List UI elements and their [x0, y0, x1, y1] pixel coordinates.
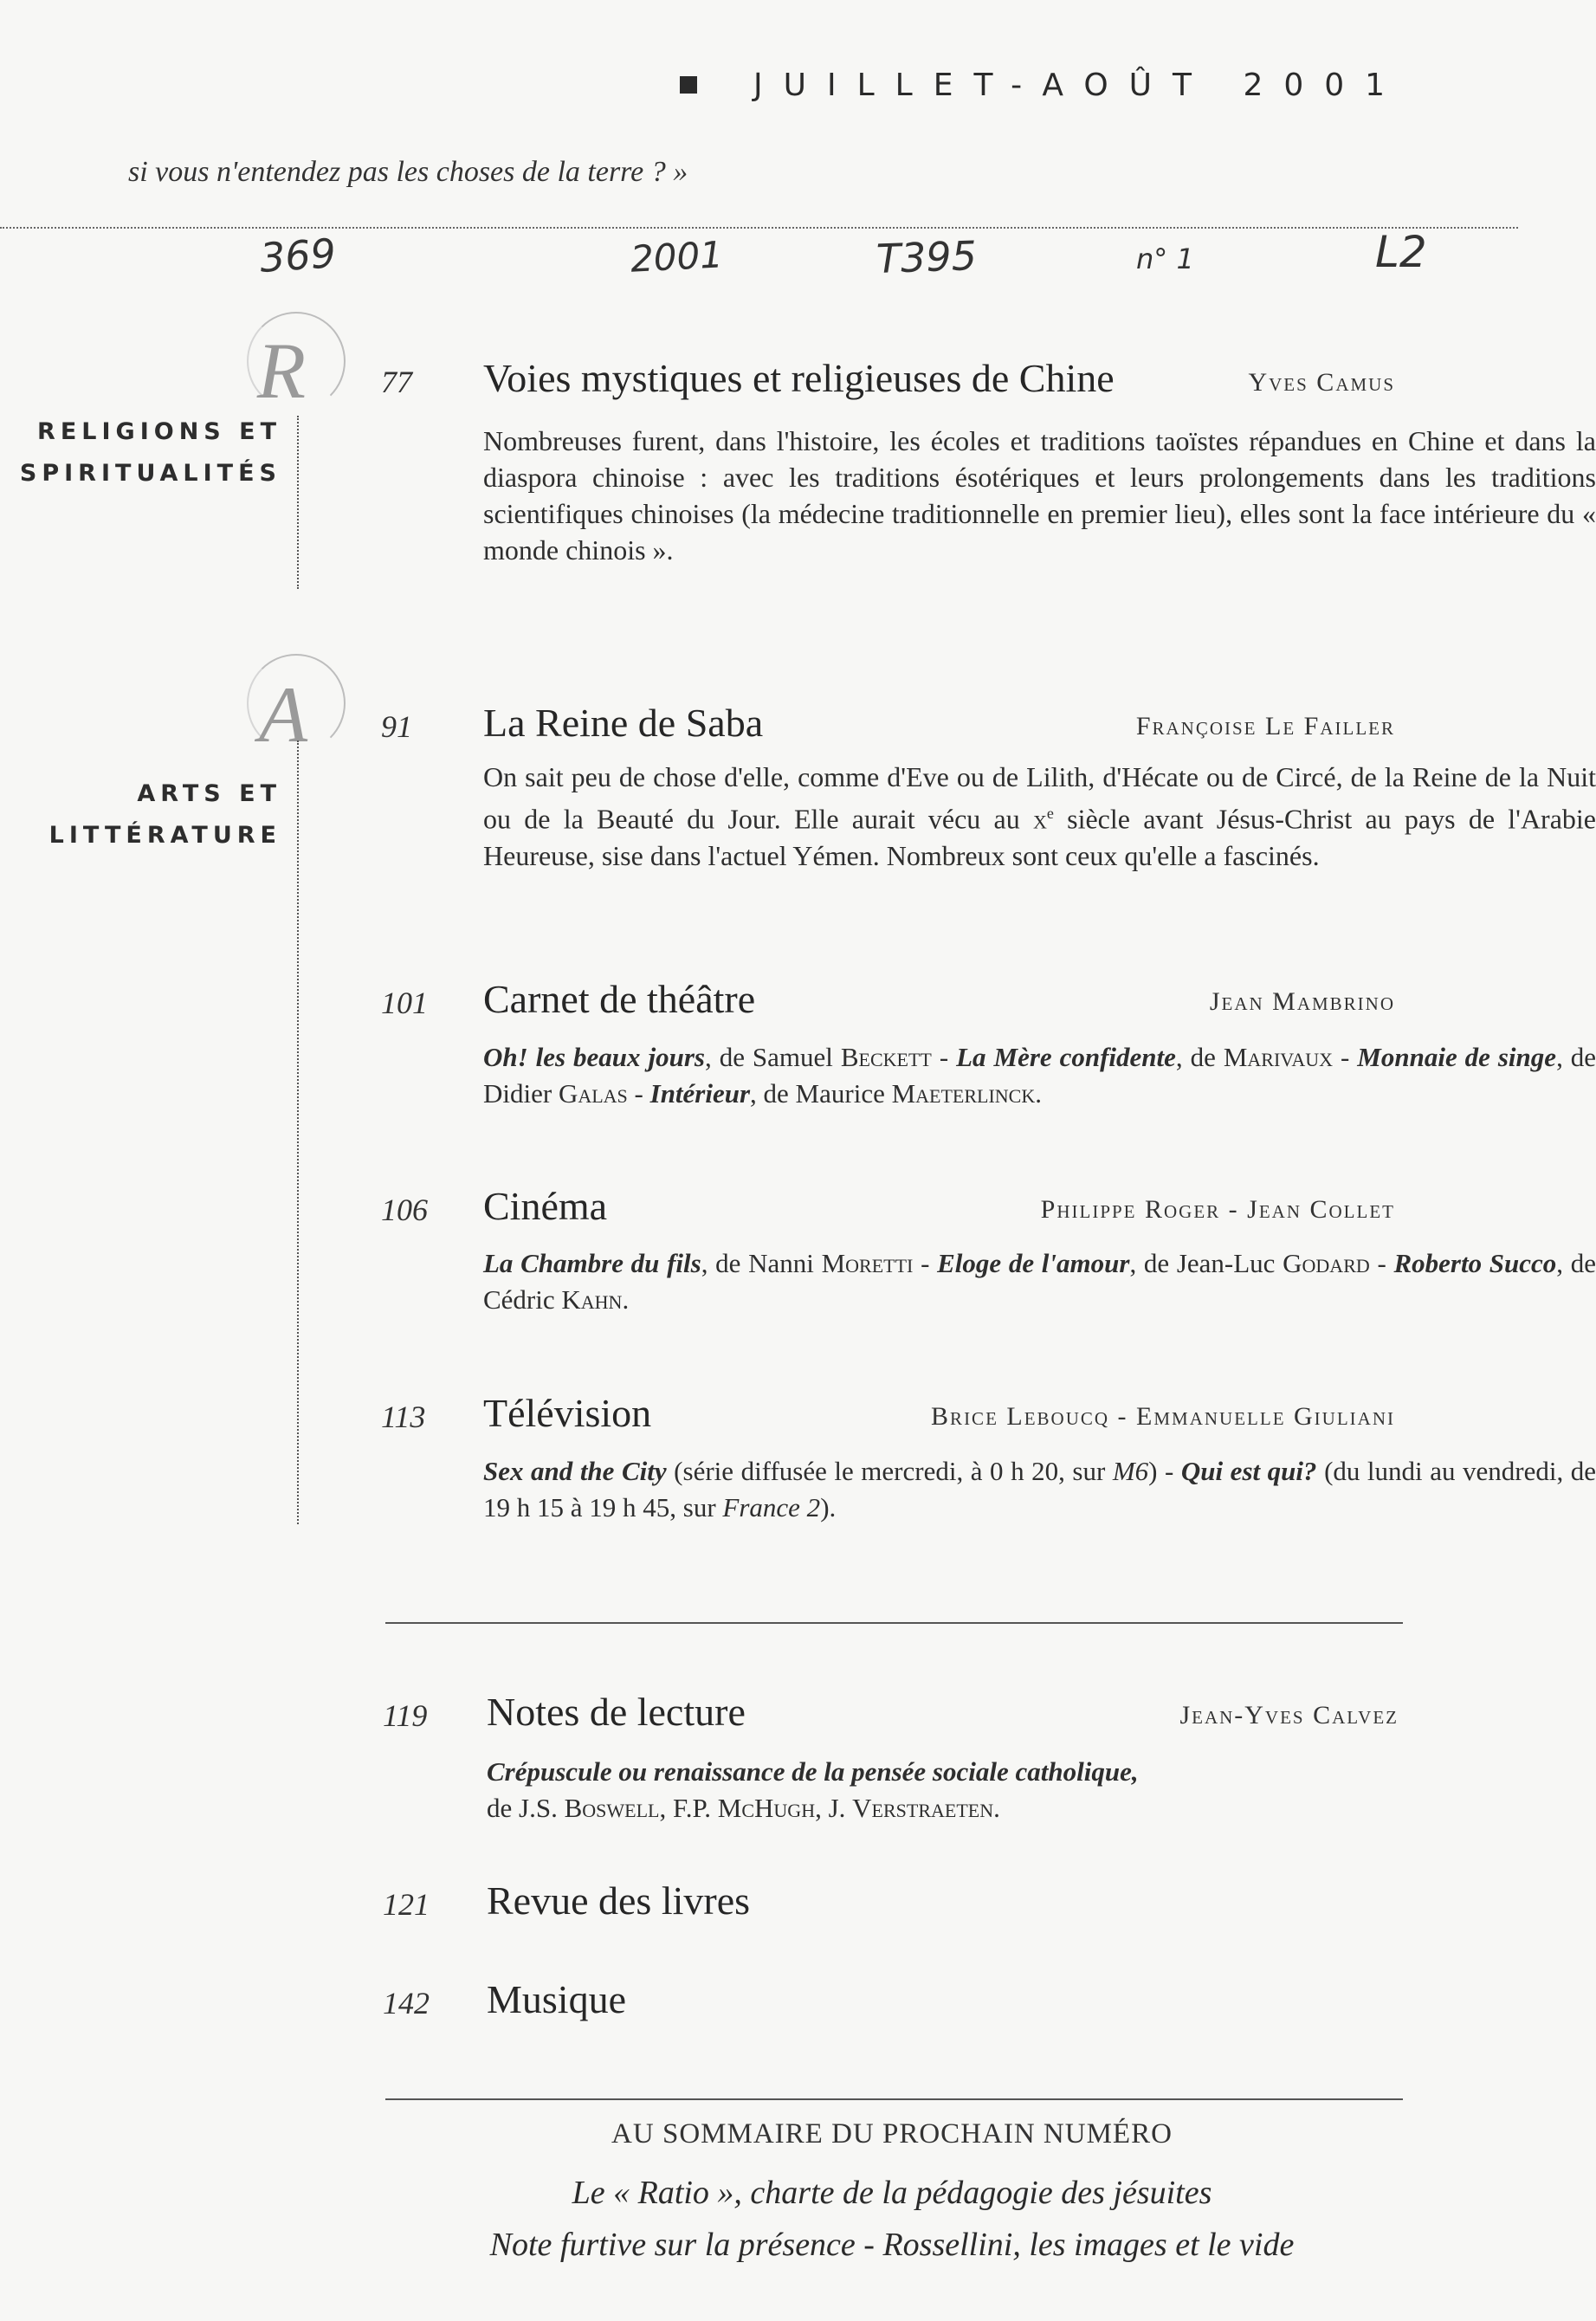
- description-part: , de Cédric: [483, 1248, 1596, 1315]
- notes-author: Jean-Yves Calvez: [1179, 1701, 1399, 1729]
- description-part: (du lundi au vendredi, de 19 h 15 à 19 h 45, sur: [483, 1456, 1596, 1523]
- handwriting-issue: n° 1: [1136, 242, 1194, 275]
- description-part: .: [1035, 1078, 1042, 1109]
- musique-page-number: 142: [383, 1986, 430, 2020]
- category-r-label-line2: SPIRITUALITÉS: [19, 460, 281, 487]
- work-title: Eloge de l'amour: [937, 1248, 1130, 1278]
- work-title: Roberto Succo: [1393, 1248, 1557, 1278]
- work-author: Godard: [1283, 1248, 1370, 1278]
- musique-title: Musique: [487, 1977, 626, 2021]
- handwriting-number: 369: [258, 230, 338, 281]
- separator: -: [1369, 1248, 1394, 1278]
- work-author: Verstraeten: [852, 1793, 994, 1823]
- century-roman: x: [1032, 803, 1047, 835]
- description-part: , de: [1175, 1042, 1224, 1072]
- description-part: On sait peu de chose d'elle, comme d'Eve ou de Lilith, d'Hécate ou de Circé, de la Reine de la Nuit ou de la Beauté du Jour. Elle aurait vécu au: [483, 761, 1596, 835]
- entry-page-number: 106: [381, 1193, 428, 1227]
- category-a-label-line1: ARTS ET: [137, 780, 281, 807]
- channel-name: M6: [1112, 1456, 1149, 1486]
- entry-author: Jean Mambrino: [1209, 987, 1395, 1016]
- work-title: Crépuscule ou renaissance de la pensée sociale catholique,: [487, 1756, 1139, 1787]
- description-part: .: [993, 1793, 1000, 1823]
- separator: , J.: [815, 1793, 853, 1823]
- description-part: .: [622, 1284, 630, 1315]
- separator: -: [913, 1248, 938, 1278]
- description-part: de J.S.: [487, 1793, 565, 1823]
- section-divider: [385, 1622, 1403, 1624]
- notes-description: [487, 1754, 1396, 1826]
- header-square-mark: [680, 76, 697, 94]
- work-author: Maeterlinck: [891, 1078, 1036, 1109]
- category-a-label: [49, 773, 281, 857]
- category-r-rule: [297, 416, 299, 589]
- entry-title: Télévision: [483, 1391, 652, 1435]
- entry-title: Carnet de théâtre: [483, 977, 756, 1021]
- next-issue-line: Note furtive sur la présence - Rossellini, les images et le vide: [489, 2227, 1295, 2263]
- separator: -: [1333, 1042, 1358, 1072]
- category-a-label-line2: LITTÉRATURE: [48, 822, 281, 849]
- separator: , F.P.: [659, 1793, 718, 1823]
- work-author: Boswell: [564, 1793, 660, 1823]
- century-superscript: e: [1046, 805, 1054, 822]
- category-r-letter: R: [256, 326, 307, 415]
- work-author: Kahn: [561, 1284, 623, 1315]
- handwriting-volume: T395: [876, 231, 978, 283]
- separator: -: [931, 1042, 957, 1072]
- work-author: Galas: [558, 1078, 628, 1109]
- separator: -: [627, 1078, 650, 1109]
- entry-description: Nombreuses furent, dans l'histoire, les écoles et traditions taoïstes répandues en Chine et dans la diaspora chinoise : avec les traditions ésotériques et leurs prolongements dans les traditions scientifiques chinoises (la médecine traditionnelle en premier lieu), elles sont la face intérieure du « monde chinois ».: [483, 425, 1596, 566]
- entry-author: Yves Camus: [1248, 368, 1395, 397]
- notes-authors-line: [487, 1790, 1396, 1826]
- work-title: Oh! les beaux jours: [483, 1042, 705, 1072]
- handwriting-code: L2: [1375, 227, 1427, 277]
- work-author: Moretti: [821, 1248, 914, 1278]
- channel-name: France 2: [722, 1492, 821, 1523]
- description-part: (série diffusée le mercredi, à 0 h 20, sur: [666, 1456, 1113, 1486]
- entry-author: Françoise Le Failler: [1135, 712, 1395, 740]
- work-author: McHugh: [717, 1793, 816, 1823]
- entry-description: [483, 759, 1596, 874]
- work-title: Sex and the City: [483, 1456, 667, 1486]
- next-issue-divider: [385, 2098, 1403, 2100]
- entry-page-number: 113: [381, 1400, 426, 1434]
- next-issue-heading: AU SOMMAIRE DU PROCHAIN NUMÉRO: [611, 2118, 1173, 2150]
- entry-page-number: 101: [381, 986, 428, 1020]
- work-title: Qui est qui?: [1180, 1456, 1317, 1486]
- next-issue-line: Le « Ratio », charte de la pédagogie des jésuites: [572, 2175, 1212, 2211]
- category-r-label-line1: RELIGIONS ET: [37, 418, 281, 445]
- entry-author: Brice Leboucq - Emmanuelle Giuliani: [931, 1402, 1395, 1431]
- header-divider: [0, 227, 1518, 229]
- work-title: Intérieur: [649, 1078, 751, 1109]
- entry-page-number: 77: [381, 365, 412, 399]
- revue-page-number: 121: [383, 1887, 430, 1922]
- description-part: , de Jean-Luc: [1129, 1248, 1283, 1278]
- category-a-letter: A: [258, 670, 308, 759]
- work-title: Monnaie de singe: [1357, 1042, 1557, 1072]
- entry-description: [483, 1453, 1596, 1526]
- category-a-rule: [297, 740, 299, 1524]
- entry-title: Voies mystiques et religieuses de Chine: [483, 356, 1115, 400]
- work-author: Marivaux: [1223, 1042, 1334, 1072]
- handwriting-year: 2001: [629, 233, 725, 281]
- description-part: , de Maurice: [750, 1078, 892, 1109]
- revue-title: Revue des livres: [487, 1878, 751, 1923]
- notes-page-number: 119: [383, 1698, 428, 1733]
- description-part: ).: [820, 1492, 837, 1523]
- notes-title: Notes de lecture: [487, 1690, 746, 1734]
- entry-description: [483, 1039, 1596, 1112]
- entry-title: La Reine de Saba: [483, 701, 764, 745]
- entry-author: Philippe Roger - Jean Collet: [1040, 1195, 1395, 1224]
- entry-description: [483, 1245, 1596, 1318]
- category-r-label: [20, 411, 281, 495]
- description-part: , de Didier: [483, 1042, 1596, 1109]
- description-part: ) -: [1148, 1456, 1181, 1486]
- work-title: La Chambre du fils: [483, 1248, 701, 1278]
- description-part: , de Samuel: [704, 1042, 841, 1072]
- issue-date: JUILLET-AOÛT 2001: [753, 68, 1406, 103]
- entry-page-number: 91: [381, 709, 412, 744]
- work-title: La Mère confidente: [956, 1042, 1176, 1072]
- description-part: , de Nanni: [701, 1248, 822, 1278]
- entry-title: Cinéma: [483, 1184, 608, 1228]
- work-author: Beckett: [840, 1042, 932, 1072]
- description-part: siècle avant Jésus-Christ au pays de l'Arabie Heureuse, sise dans l'actuel Yémen. Nombreux sont ceux qu'elle a fascinés.: [483, 803, 1596, 871]
- quote-ending: si vous n'entendez pas les choses de la terre ? »: [128, 156, 688, 188]
